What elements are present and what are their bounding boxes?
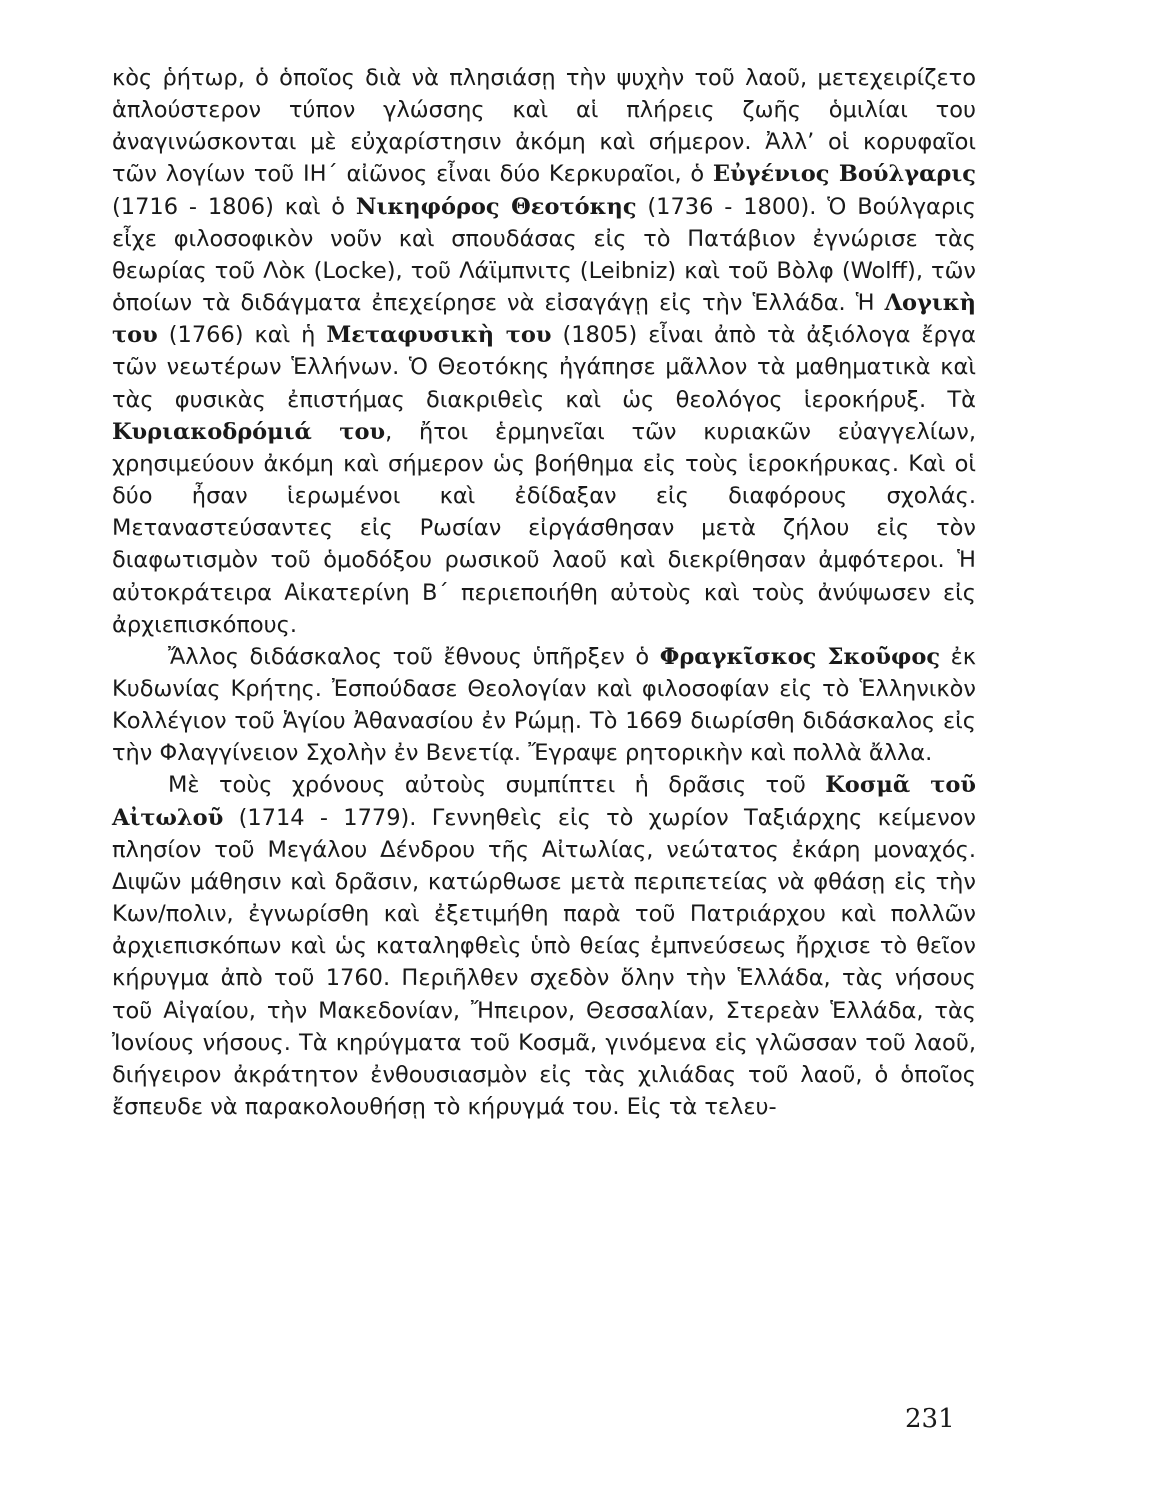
paragraph-3 [112,769,976,1123]
bold-term: Κυριακοδρόμιά του [112,418,386,445]
text-run: (1714 - 1779). Γεννηθεὶς εἰς τὸ χωρίον Ταξιάρχης κείμενον πλησίον τοῦ Μεγάλου Δένδρου τῆς Αἰτωλίας, νεώτατος ἐκάρη μοναχός. Διψῶν μάθησιν καὶ δρᾶσιν, κατώρθωσε μετὰ περιπετείας νὰ φθάσῃ εἰς τὴν Κων/πολιν, ἐγνωρίσθη καὶ ἐξετιμήθη παρὰ τοῦ Πατριάρχου καὶ πολλῶν ἀρχιεπισκόπων καὶ ὡς καταληφθεὶς ὑπὸ θείας ἐμπνεύσεως ἤρχισε τὸ θεῖον κήρυγμα ἀπὸ τοῦ 1760. Περιῆλθεν σχεδὸν ὅλην τὴν Ἑλλάδα, τὰς νήσους τοῦ Αἰγαίου, τὴν Μακεδονίαν, Ἤπειρον, Θεσσαλίαν, Στερεὰν Ἑλλάδα, τὰς Ἰονίους νήσους. Τὰ κηρύγματα τοῦ Κοσμᾶ, γινόμενα εἰς γλῶσσαν τοῦ λαοῦ, διήγειρον ἀκράτητον ἐνθουσιασμὸν εἰς τὰς χιλιάδας τοῦ λαοῦ, ὁ ὁποῖος ἔσπευδε νὰ παρακολουθήσῃ τὸ κήρυγμά του. Εἰς τὰ τελευ- [112,804,976,1120]
text-run: Μὲ τοὺς χρόνους αὐτοὺς συμπίπτει ἡ δρᾶσις τοῦ [168,772,826,799]
paragraph-1 [112,62,976,641]
bold-term: Μεταφυσικὴ του [326,322,552,349]
paragraph-2 [112,641,976,770]
text-run: (1805) εἶναι ἀπὸ τὰ ἀξιόλογα ἔργα τῶν νεωτέρων Ἑλλήνων. Ὁ Θεοτόκης ἠγάπησε μᾶλλον τὰ μαθηματικὰ καὶ τὰς φυσικὰς ἐπιστήμας διακριθεὶς καὶ ὡς θεολόγος ἱεροκήρυξ. Τὰ [112,322,976,413]
main-text [112,62,976,1123]
text-run: κὸς ῥήτωρ, ὁ ὁποῖος διὰ νὰ πλησιάσῃ τὴν ψυχὴν τοῦ λαοῦ, μετεχειρίζετο ἁπλούστερον τύπον γλώσσης καὶ αἱ πλήρεις ζωῆς ὁμιλίαι του ἀναγινώσκονται μὲ εὐχαρίστησιν ἀκόμη καὶ σήμερον. Ἀλλ’ οἱ κορυφαῖοι τῶν λογίων τοῦ ΙΗ΄ αἰῶνος εἶναι δύο Κερκυραῖοι, ὁ [112,65,976,188]
text-run: (1766) καὶ ἡ [157,322,327,349]
text-run: , ἤτοι ἑρμηνεῖαι τῶν κυριακῶν εὐαγγελίων, χρησιμεύουν ἀκόμη καὶ σήμερον ὡς βοήθημα εἰς τοὺς ἱεροκήρυκας. Καὶ οἱ δύο ἦσαν ἱερωμένοι καὶ ἐδίδαξαν εἰς διαφόρους σχολάς. Μεταναστεύσαντες εἰς Ρωσίαν εἰργάσθησαν μετὰ ζήλου εἰς τὸν διαφωτισμὸν τοῦ ὁμοδόξου ρωσικοῦ λαοῦ καὶ διεκρίθησαν ἀμφότεροι. Ἡ αὐτοκράτειρα Αἰκατερίνη Β΄ περιεποιήθη αὐτοὺς καὶ τοὺς ἀνύψωσεν εἰς ἀρχιεπισκόπους. [112,418,976,638]
bold-term: Φραγκῖσκος Σκοῦφος [659,643,941,670]
bold-term: Νικηφόρος Θεοτόκης [355,193,637,220]
bold-term: Λογικὴ του [112,290,976,349]
text-run: (1736 - 1800). Ὁ Βούλγαρις εἶχε φιλοσοφικὸν νοῦν καὶ σπουδάσας εἰς τὸ Πατάβιον ἐγνώρισε τὰς θεωρίας τοῦ Λὸκ (Locke), τοῦ Λάϊμπνιτς (Leibniz) καὶ τοῦ Βὸλφ (Wolff), τῶν ὁποίων τὰ διδάγματα ἐπεχείρησε νὰ εἰσαγάγῃ εἰς τὴν Ἑλλάδα. Ἡ [112,193,976,317]
text-run: ἐκ Κυδωνίας Κρήτης. Ἐσπούδασε Θεολογίαν καὶ φιλοσοφίαν εἰς τὸ Ἑλληνικὸν Κολλέγιον τοῦ Ἁγίου Ἀθανασίου ἐν Ρώμῃ. Τὸ 1669 διωρίσθη διδάσκαλος εἰς τὴν Φλαγγίνειον Σχολὴν ἐν Βενετίᾳ. Ἔγραψε ρητορικὴν καὶ πολλὰ ἄλλα. [112,643,977,767]
text-run: Ἄλλος διδάσκαλος τοῦ ἔθνους ὑπῆρξεν ὁ [168,643,660,670]
page-number: 231 [905,1404,955,1434]
bold-term: Κοσμᾶ τοῦ Αἰτωλοῦ [112,772,976,831]
bold-term: Εὐγένιος Βούλγαρις [712,161,976,188]
text-run: (1716 - 1806) καὶ ὁ [112,193,356,220]
